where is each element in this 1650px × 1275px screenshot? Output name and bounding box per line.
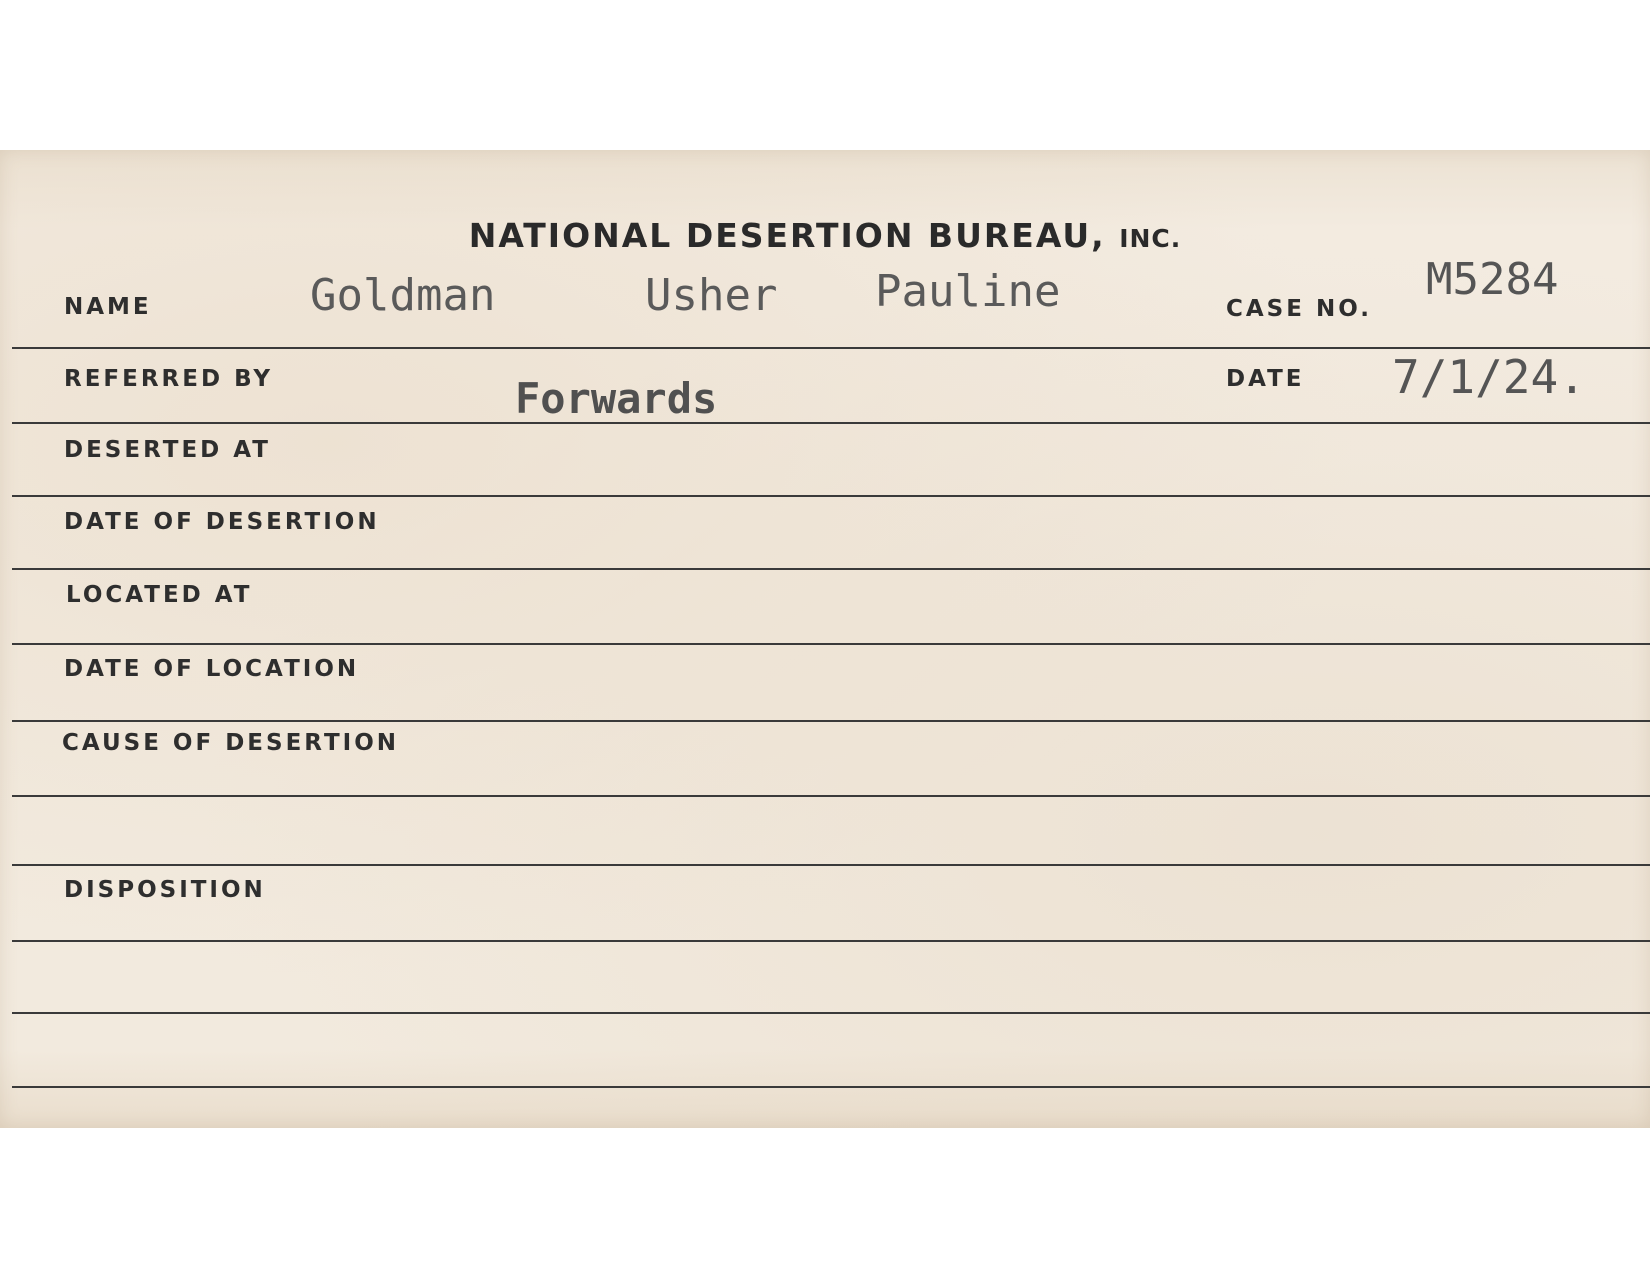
cause-extra-rule	[12, 864, 1650, 866]
bureau-title-suffix: INC.	[1119, 224, 1182, 253]
deserted-at-label: DESERTED AT	[64, 437, 271, 463]
index-card	[0, 150, 1650, 1128]
name-value-first: Usher	[645, 270, 778, 321]
name-rule	[12, 347, 1650, 349]
case-no-value: M5284	[1426, 254, 1559, 305]
disposition-label: DISPOSITION	[64, 877, 266, 903]
name-label: NAME	[64, 294, 152, 320]
cause-of-desertion-label: CAUSE OF DESERTION	[62, 730, 400, 756]
disposition-extra-rule-1	[12, 1012, 1650, 1014]
located-at-rule	[12, 643, 1650, 645]
referred-by-value: Forwards	[515, 374, 718, 423]
referred-by-rule	[12, 422, 1227, 424]
case-no-label: CASE NO.	[1226, 296, 1372, 322]
disposition-extra-rule-2	[12, 1086, 1650, 1088]
date-of-location-rule	[12, 720, 1650, 722]
date-of-desertion-label: DATE OF DESERTION	[64, 509, 380, 535]
name-value-last: Goldman	[310, 270, 496, 321]
cause-of-desertion-rule	[12, 795, 1650, 797]
date-of-location-label: DATE OF LOCATION	[64, 656, 360, 682]
date-label: DATE	[1226, 366, 1305, 392]
deserted-at-rule	[12, 495, 1650, 497]
date-value: 7/1/24.	[1392, 350, 1586, 404]
referred-by-label: REFERRED BY	[64, 366, 274, 392]
card-heading	[0, 216, 1650, 255]
name-value-wife: Pauline	[875, 266, 1061, 317]
disposition-rule	[12, 940, 1650, 942]
located-at-label: LOCATED AT	[66, 582, 253, 608]
date-of-desertion-rule	[12, 568, 1650, 570]
bureau-title: NATIONAL DESERTION BUREAU,	[468, 216, 1106, 255]
date-rule	[1226, 422, 1650, 424]
